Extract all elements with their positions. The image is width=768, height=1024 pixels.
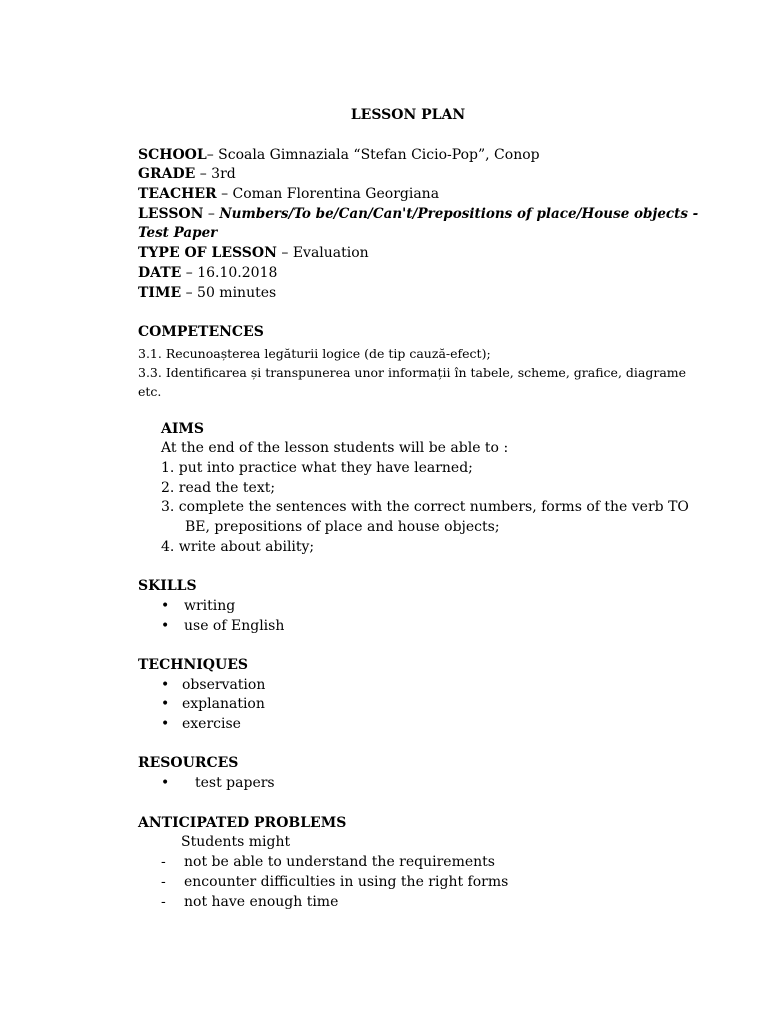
competence-item: 3.1. Recunoașterea legăturii logice (de tip cauză-efect); (138, 346, 491, 361)
aim-item: 3. complete the sentences with the correct numbers, forms of the verb TO (161, 499, 689, 515)
problem-item: not be able to understand the requirements (184, 854, 495, 870)
bullet-icon: • (161, 775, 170, 791)
problems-intro: Students might (181, 834, 291, 850)
resource-item: test papers (195, 775, 275, 791)
teacher-line (138, 185, 439, 204)
resources-heading: RESOURCES (138, 755, 239, 771)
bullet-icon: • (161, 696, 170, 712)
lesson-value: Numbers/To be/Can/Can't/Prepositions of place/House objects - (219, 206, 699, 222)
teacher-value: – Coman Florentina Georgiana (216, 186, 440, 202)
problem-item: encounter difficulties in using the right forms (184, 874, 509, 890)
problems-heading: ANTICIPATED PROBLEMS (138, 815, 347, 831)
grade-line (138, 165, 236, 184)
type-value: – Evaluation (276, 245, 369, 261)
competences-heading: COMPETENCES (138, 324, 264, 340)
aims-heading: AIMS (161, 421, 205, 437)
date-label: DATE (138, 265, 182, 281)
bullet-icon: • (161, 677, 170, 693)
skill-item: writing (184, 598, 236, 614)
technique-item: exercise (182, 716, 241, 732)
page-title: LESSON PLAN (350, 107, 466, 123)
grade-value: – 3rd (195, 166, 236, 182)
techniques-heading: TECHNIQUES (138, 657, 248, 673)
school-line (138, 146, 540, 165)
technique-item: explanation (182, 696, 265, 712)
aims-intro: At the end of the lesson students will be able to : (161, 440, 509, 456)
aim-item: 1. put into practice what they have learned; (161, 460, 473, 476)
competence-item: etc. (138, 384, 162, 399)
competence-item: 3.3. Identificarea și transpunerea unor informații în tabele, scheme, grafice, diagrame (138, 365, 687, 380)
aim-item-continued: BE, prepositions of place and house objects; (185, 519, 500, 535)
skills-heading: SKILLS (138, 578, 197, 594)
grade-label: GRADE (138, 166, 196, 182)
lesson-dash: – (203, 206, 220, 222)
time-value: – 50 minutes (181, 285, 277, 301)
dash-marker: - (161, 854, 166, 870)
date-line (138, 264, 277, 283)
bullet-icon: • (161, 716, 170, 732)
lesson-line (138, 205, 698, 224)
technique-item: observation (182, 677, 266, 693)
time-label: TIME (138, 285, 182, 301)
aim-item: 2. read the text; (161, 480, 276, 496)
lesson-label: LESSON (138, 206, 204, 222)
bullet-icon: • (161, 598, 170, 614)
time-line (138, 284, 276, 303)
skill-item: use of English (184, 618, 285, 634)
dash-marker: - (161, 894, 166, 910)
date-value: – 16.10.2018 (181, 265, 278, 281)
school-value: – Scoala Gimnaziala “Stefan Cicio-Pop”, Conop (206, 147, 540, 163)
teacher-label: TEACHER (138, 186, 217, 202)
type-label: TYPE OF LESSON (138, 245, 277, 261)
dash-marker: - (161, 874, 166, 890)
type-line (138, 244, 369, 263)
bullet-icon: • (161, 618, 170, 634)
problem-item: not have enough time (184, 894, 339, 910)
school-label: SCHOOL (138, 147, 207, 163)
lesson-value-continued: Test Paper (138, 225, 218, 241)
aim-item: 4. write about ability; (161, 539, 315, 555)
